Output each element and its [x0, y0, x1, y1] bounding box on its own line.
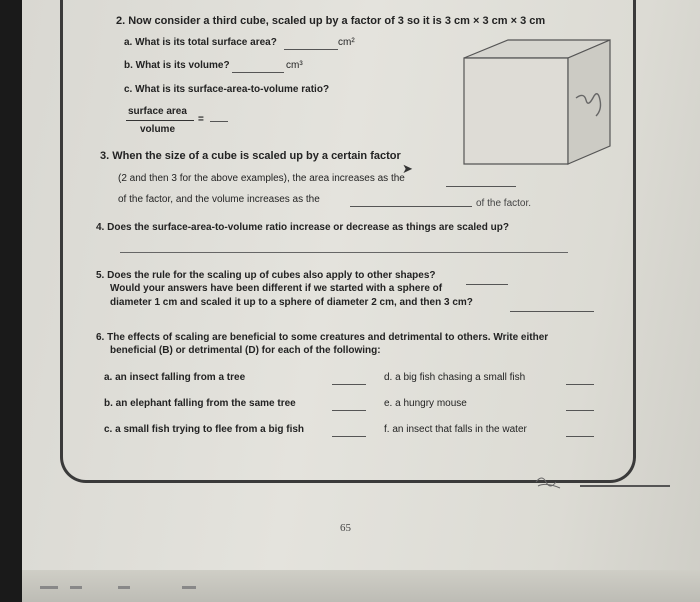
q6-item-f: f. an insect that falls in the water: [384, 424, 527, 435]
ratio-numerator: surface area: [128, 106, 187, 117]
ratio-fraction-bar: [126, 120, 194, 121]
q6c-answer-line: [332, 436, 366, 437]
q2b-answer-line: [232, 72, 284, 73]
cube-drawing: [458, 36, 618, 166]
q6a-answer-line: [332, 384, 366, 385]
q5-line2: Would your answers have been different if we started with a sphere of: [110, 283, 443, 294]
cube-scribble: [586, 84, 587, 85]
edge-mark: [70, 586, 82, 589]
q2b-unit: cm³: [286, 60, 303, 71]
q4-answer-line: [120, 252, 568, 253]
ratio-equals: =: [198, 114, 204, 125]
q6-item-c: c. a small fish trying to flee from a big fish: [104, 424, 305, 435]
q5-answer-line-2: [510, 311, 594, 312]
q3-answer-line-2: [350, 206, 472, 207]
q6-item-d: d. a big fish chasing a small fish: [384, 372, 526, 383]
q3-line2: (2 and then 3 for the above examples), the area increases as the: [118, 173, 405, 184]
q6b-answer-line: [332, 410, 366, 411]
q2-stem: 2. Now consider a third cube, scaled up by a factor of 3 so it is 3 cm × 3 cm × 3 cm: [116, 15, 546, 27]
q3-line1: 3. When the size of a cube is scaled up by a certain factor: [100, 150, 401, 162]
q6-line2: beneficial (B) or detrimental (D) for each of the following:: [110, 345, 381, 356]
q5-line3: diameter 1 cm and scaled it up to a sphere of diameter 2 cm, and then 3 cm?: [110, 297, 473, 308]
q4-text: 4. Does the surface-area-to-volume ratio increase or decrease as things are scaled up?: [96, 222, 509, 233]
q5-answer-line-1: [466, 284, 508, 285]
q5-line1: 5. Does the rule for the scaling up of cubes also apply to other shapes?: [96, 270, 436, 281]
edge-mark: [40, 586, 58, 589]
q2a-text: a. What is its total surface area?: [124, 37, 277, 48]
q3-line3-end: of the factor.: [476, 198, 532, 209]
q2c-text: c. What is its surface-area-to-volume ratio?: [124, 84, 330, 95]
q6e-answer-line: [566, 410, 594, 411]
q6-item-a: a. an insect falling from a tree: [104, 372, 246, 383]
mouse-cursor-icon: ➤: [402, 161, 413, 176]
page-number: 65: [340, 522, 351, 534]
q2a-answer-line: [284, 49, 338, 50]
q6-item-e: e. a hungry mouse: [384, 398, 467, 409]
q2a-unit: cm²: [338, 37, 355, 48]
q6f-answer-line: [566, 436, 594, 437]
ratio-denominator: volume: [140, 124, 176, 135]
scribble-mark: [532, 470, 576, 492]
q2b-text: b. What is its volume?: [124, 60, 230, 71]
edge-mark: [118, 586, 130, 589]
ratio-answer-line: [210, 121, 228, 122]
q6d-answer-line: [566, 384, 594, 385]
q6-line1: 6. The effects of scaling are beneficial to some creatures and detrimental to others. Write either: [96, 332, 549, 343]
q3-answer-line-1: [446, 186, 516, 187]
q3-line3: of the factor, and the volume increases as the: [118, 194, 320, 205]
edge-mark: [182, 586, 196, 589]
q6-item-b: b. an elephant falling from the same tree: [104, 398, 296, 409]
border-tail: [580, 485, 670, 487]
